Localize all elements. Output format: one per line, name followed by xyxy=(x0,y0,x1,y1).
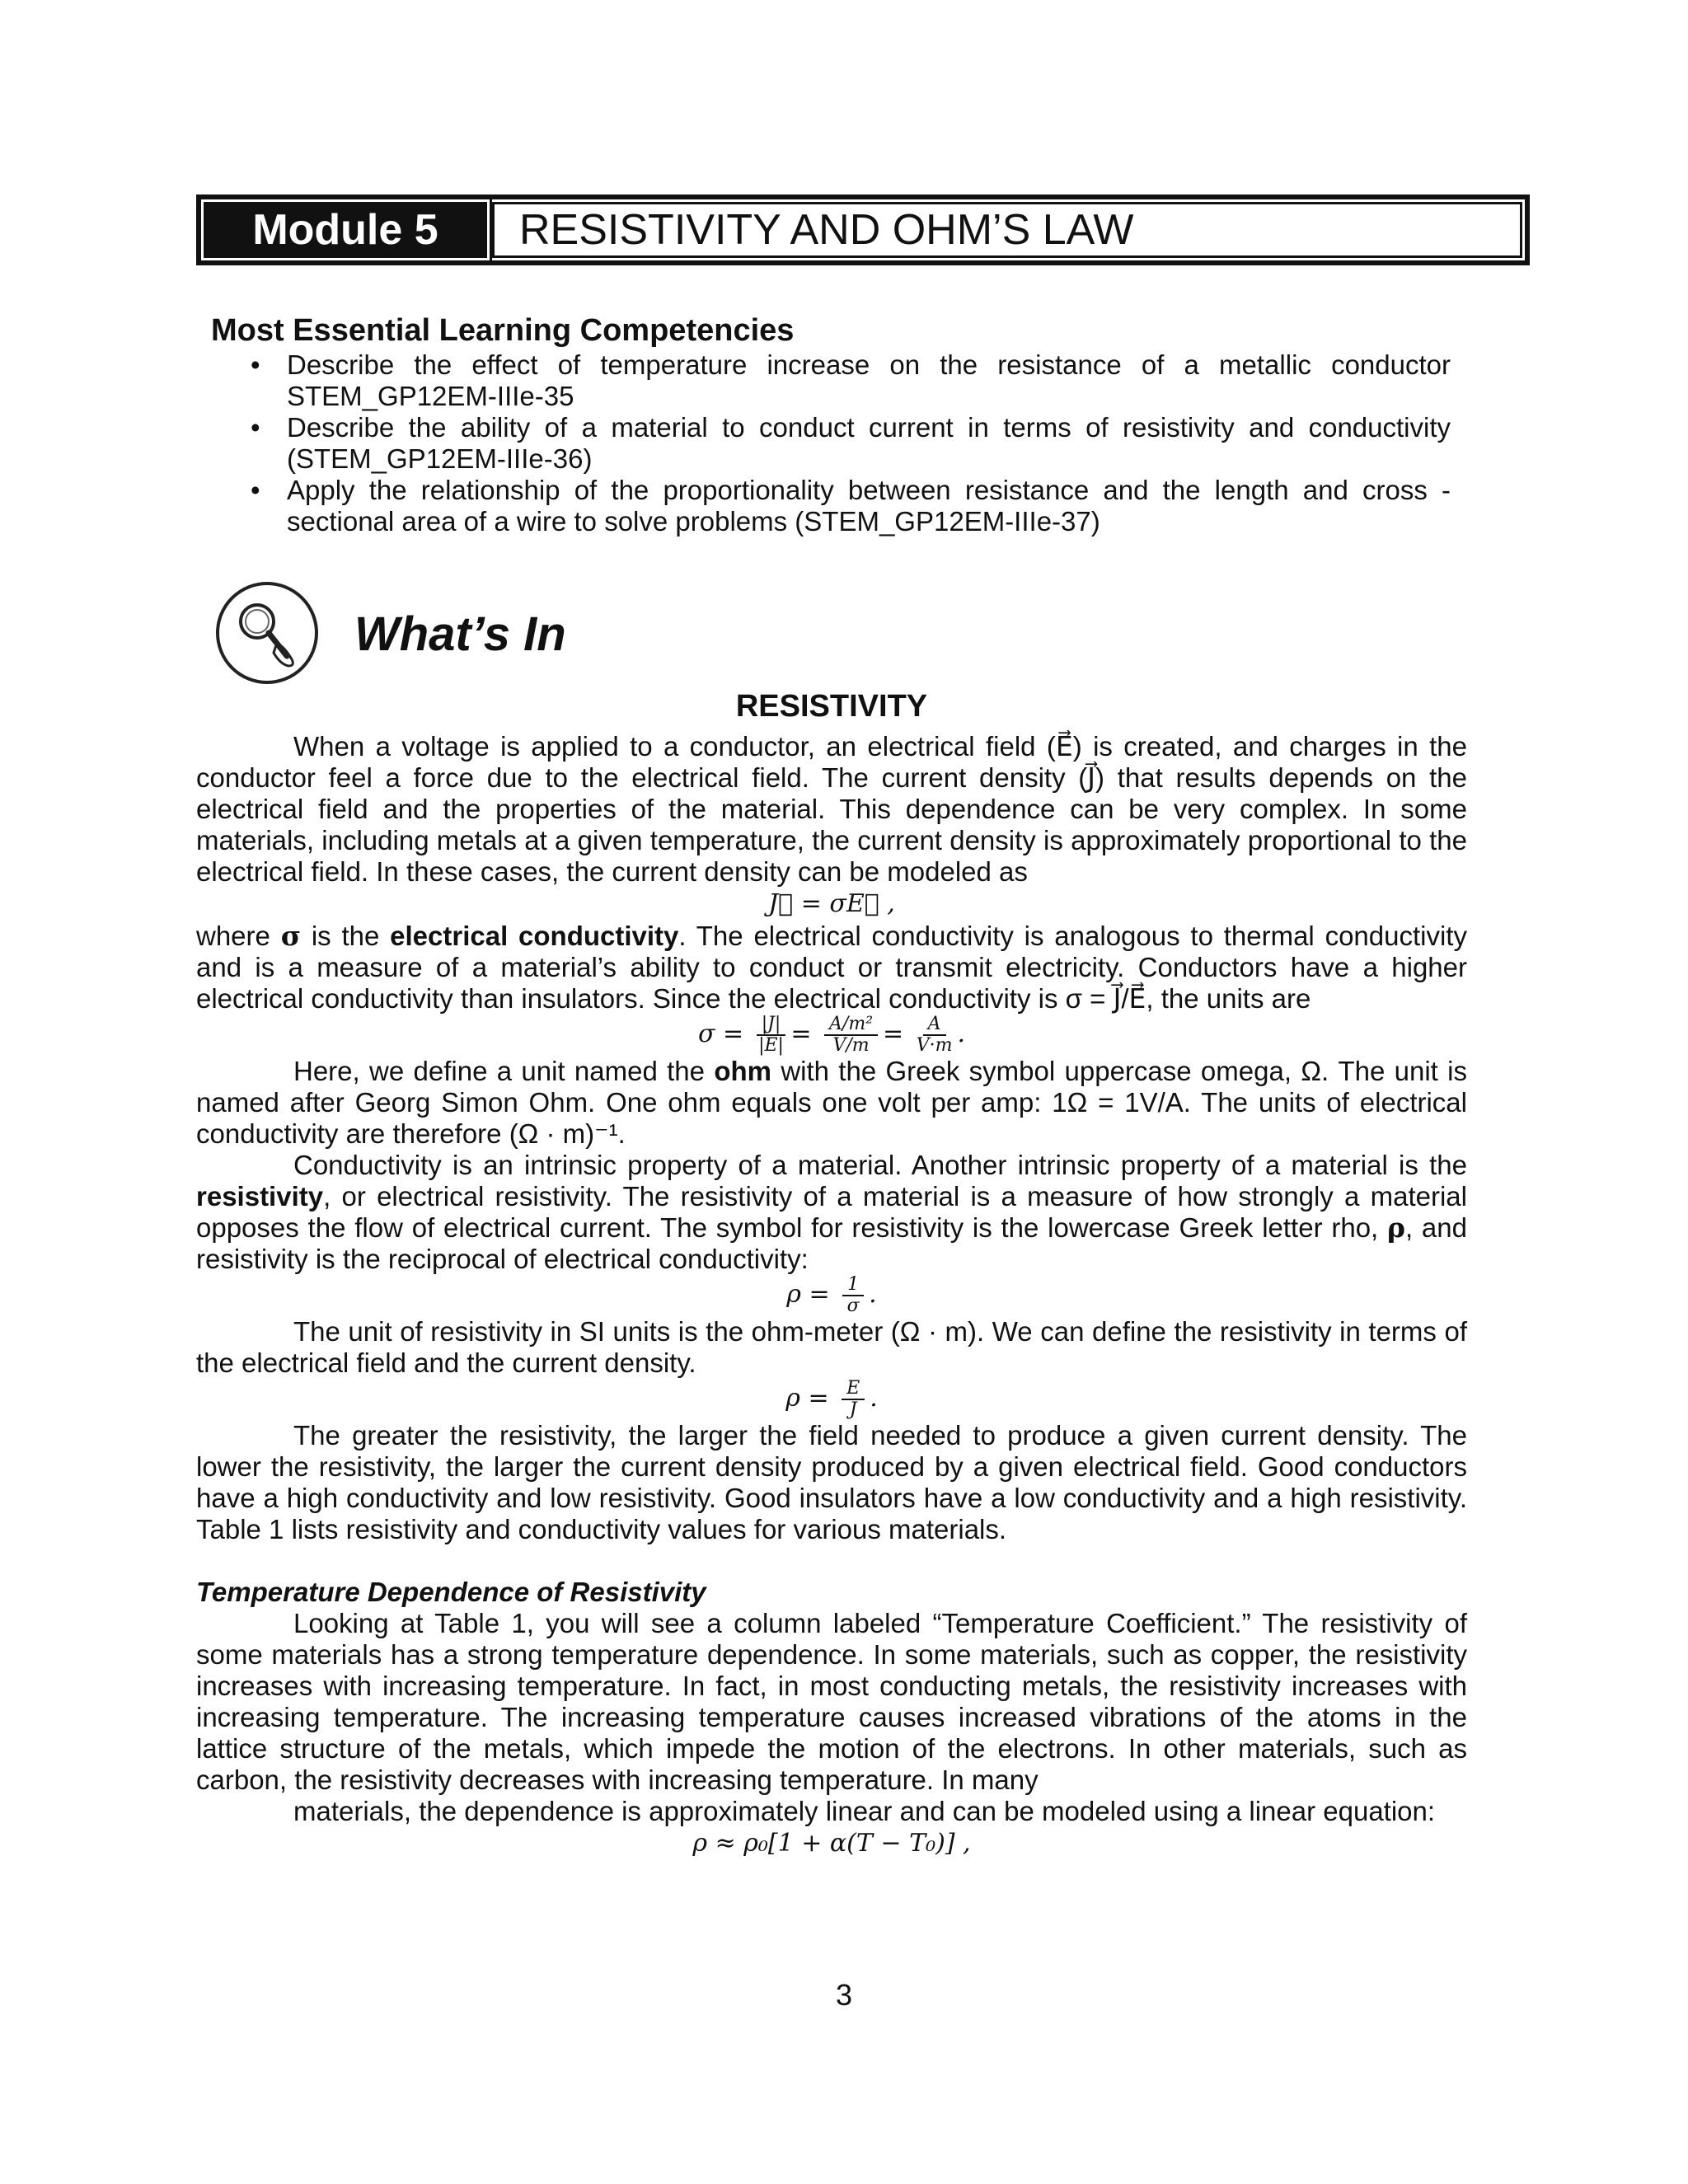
equation-linear-temperature: ρ ≈ ρ₀[1 + α(T − T₀)] , xyxy=(692,1829,971,1858)
section-title: What’s In xyxy=(354,607,566,661)
melc-item: • Describe the effect of temperature increase on the resistance of a metallic conductor STEM_GP12EM-IIIe-35 xyxy=(244,349,1451,412)
equation-rho-field: ρ = $\frac{E}{J}$ . xyxy=(785,1378,878,1420)
paragraph: The unit of resistivity in SI units is the ohm-meter (Ω · m). We can define the resistivity in terms of the electrical field and the current density. xyxy=(196,1316,1467,1378)
paragraph: where σ is the electrical conductivity. The electrical conductivity is analogous to thermal conductivity and is a measure of a material’s ability to conduct or transmit electricity. Conductors have a higher electrical conductivity than insulators. Since the electrical conductivity is σ = J⃗/E⃗, the units are xyxy=(196,920,1467,1014)
resistivity-heading: RESISTIVITY xyxy=(735,689,928,724)
temperature-subheading: Temperature Dependence of Resistivity xyxy=(196,1577,706,1607)
equation-conductivity-units: σ = $\frac{|J|}{|E|}$ = $\frac{\text{A/m²}}{V/m}$ = $\frac{A}{V\cdot m}$ . xyxy=(697,1014,965,1056)
paragraph: The greater the resistivity, the larger the field needed to produce a given current density. The lower the resistivity, the larger the current density produced by a given electrical field. Good conductors have a high conductivity and low resistivity. Good insulators have a low conductivity and a high resistivity. Table 1 lists resistivity and conductivity values for various materials. xyxy=(196,1420,1467,1544)
melc-item: • Describe the ability of a material to conduct current in terms of resistivity and conductivity (STEM_GP12EM-IIIe-36) xyxy=(244,412,1451,475)
melc-heading: Most Essential Learning Competencies xyxy=(211,313,795,348)
paragraph: materials, the dependence is approximately linear and can be modeled using a linear equation: xyxy=(293,1796,1436,1826)
paragraph: When a voltage is applied to a conductor, an electrical field (E⃗) is created, and charges in the conductor feel a force due to the electrical field. The current density (J⃗) that results depends on the electrical field and the properties of the material. This dependence can be very complex. In some materials, including metals at a given temperature, the current density is approximately proportional to the electrical field. In these cases, the current density can be modeled as xyxy=(196,731,1467,887)
term-resistivity: resistivity xyxy=(196,1181,324,1212)
main-content xyxy=(196,689,1467,1860)
equation-rho-reciprocal: ρ = $\frac{1}{\sigma}$ . xyxy=(786,1274,877,1316)
term-electrical-conductivity: electrical conductivity xyxy=(390,921,679,951)
paragraph: Conductivity is an intrinsic property of a material. Another intrinsic property of a material is the resistivity, or electrical resistivity. The resistivity of a material is a measure of how strongly a material opposes the flow of electrical current. The symbol for resistivity is the lowercase Greek letter rho, ρ, and resistivity is the reciprocal of electrical conductivity: xyxy=(196,1150,1467,1274)
magnifying-glass-icon xyxy=(216,582,318,684)
module-title: RESISTIVITY AND OHM’S LAW xyxy=(492,202,1522,258)
paragraph: Looking at Table 1, you will see a column labeled “Temperature Coefficient.” The resistivity of some materials has a strong temperature dependence. In some materials, such as copper, the resistivity increases with increasing temperature. In fact, in most conducting metals, the resistivity increases with increasing temperature. The increasing temperature causes increased vibrations of the atoms in the lattice structure of the metals, which impede the motion of the electrons. In other materials, such as carbon, the resistivity decreases with increasing temperature. In many xyxy=(196,1608,1467,1795)
page-number: 3 xyxy=(835,1978,853,2012)
term-ohm: ohm xyxy=(714,1056,771,1086)
rho-symbol: ρ xyxy=(1387,1212,1405,1244)
equation-current-density: J⃗ = σE⃗ , xyxy=(768,889,895,918)
sigma-symbol: σ xyxy=(280,920,302,952)
melc-list xyxy=(244,349,1451,537)
module-label: Module 5 xyxy=(201,199,490,260)
module-banner xyxy=(196,194,1530,265)
melc-item: • Apply the relationship of the proportionality between resistance and the length and cross - sectional area of a wire to solve problems (STEM_GP12EM-IIIe-37) xyxy=(244,475,1451,537)
paragraph: Here, we define a unit named the ohm with the Greek symbol uppercase omega, Ω. The unit is named after Georg Simon Ohm. One ohm equals one volt per amp: 1Ω = 1V/A. The units of electrical conductivity are therefore (Ω · m)⁻¹. xyxy=(196,1056,1467,1149)
